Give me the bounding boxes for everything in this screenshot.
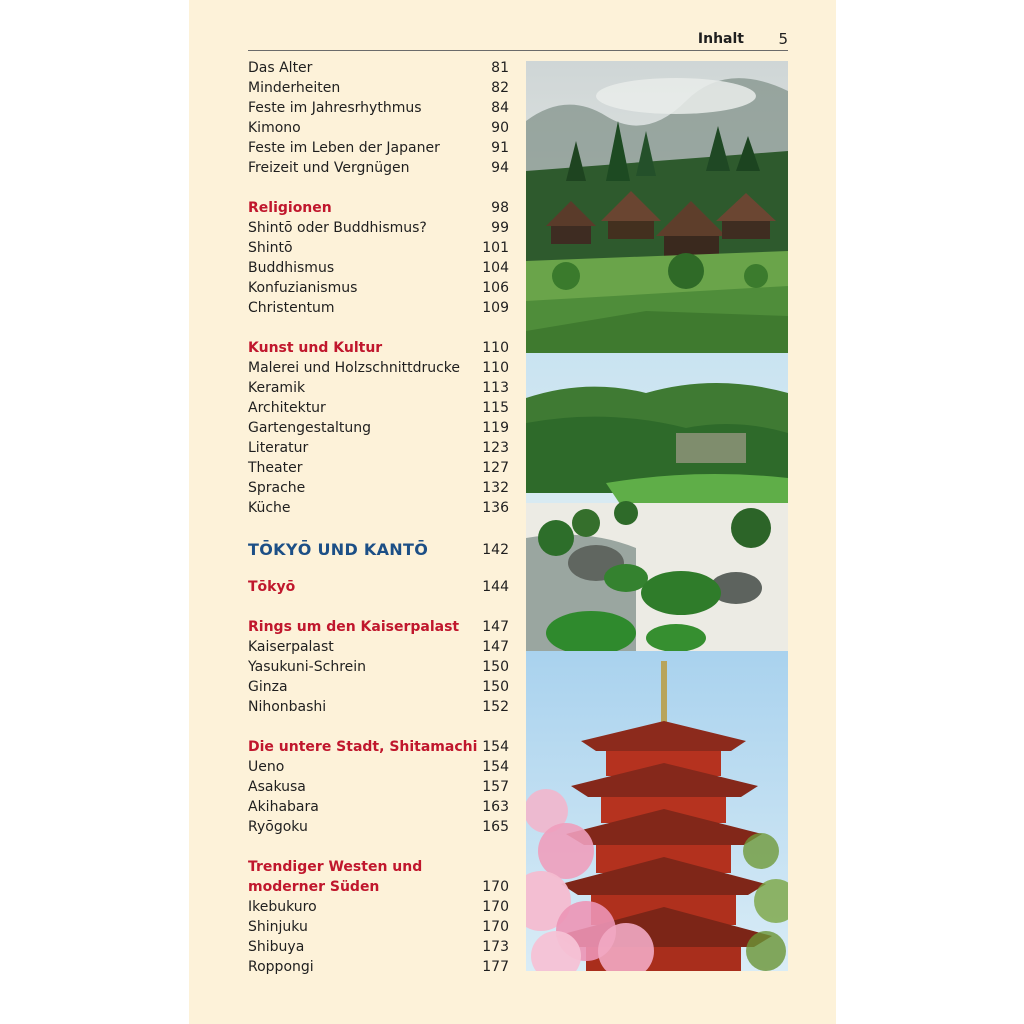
toc-entry <box>248 458 509 478</box>
toc-section-heading-continued <box>248 877 509 897</box>
toc-entry <box>248 258 509 278</box>
toc-page: 110 <box>482 360 509 376</box>
toc-entry <box>248 777 509 797</box>
toc-label: Shintō oder Buddhismus? <box>248 220 427 236</box>
toc-label: Gartengestaltung <box>248 420 372 436</box>
toc-page: 157 <box>482 779 509 795</box>
toc-entry <box>248 98 509 118</box>
toc-entry <box>248 897 509 917</box>
toc-label: Kunst und Kultur <box>248 340 383 356</box>
toc-page: 165 <box>482 819 509 835</box>
toc-page: 101 <box>482 240 509 256</box>
toc-section-heading <box>248 857 509 877</box>
toc-label: Trendiger Westen und <box>248 859 423 875</box>
toc-label: Das Alter <box>248 60 313 76</box>
toc-page: 173 <box>482 939 509 955</box>
toc-label: Rings um den Kaiserpalast <box>248 619 460 635</box>
toc-label: Ginza <box>248 679 288 695</box>
toc-part-heading <box>248 540 509 560</box>
toc-entry <box>248 158 509 178</box>
toc-page: 91 <box>491 140 509 156</box>
toc-entry <box>248 937 509 957</box>
toc-page: 110 <box>482 340 509 356</box>
toc-label: Konfuzianismus <box>248 280 358 296</box>
toc-entry <box>248 78 509 98</box>
toc-page: 152 <box>482 699 509 715</box>
toc-entry <box>248 478 509 498</box>
toc-label: Asakusa <box>248 779 306 795</box>
toc-section-heading <box>248 338 509 358</box>
toc-label: Ueno <box>248 759 285 775</box>
toc-entry <box>248 657 509 677</box>
toc-label: Die untere Stadt, Shitamachi <box>248 739 478 755</box>
toc-entry <box>248 917 509 937</box>
toc-section-heading <box>248 737 509 757</box>
toc-label: Keramik <box>248 380 306 396</box>
toc-entry <box>248 238 509 258</box>
toc-entry <box>248 298 509 318</box>
toc-entry <box>248 637 509 657</box>
toc-label: Christentum <box>248 300 335 316</box>
toc-page: 150 <box>482 679 509 695</box>
toc-page: 132 <box>482 480 509 496</box>
toc-label: Feste im Leben der Japaner <box>248 140 440 156</box>
toc-label: Literatur <box>248 440 309 456</box>
toc-page: 154 <box>482 739 509 755</box>
toc-entry <box>248 697 509 717</box>
toc-page: 136 <box>482 500 509 516</box>
toc-page: 104 <box>482 260 509 276</box>
page-header <box>248 30 788 51</box>
pagoda-photo <box>526 651 788 971</box>
toc-label: Roppongi <box>248 959 314 975</box>
garden-photo <box>526 353 788 651</box>
toc-label: Tōkyō <box>248 579 296 595</box>
toc-page: 177 <box>482 959 509 975</box>
toc-label: Yasukuni-Schrein <box>248 659 367 675</box>
toc-label: Minderheiten <box>248 80 341 96</box>
toc-label: Shinjuku <box>248 919 308 935</box>
toc-entry <box>248 118 509 138</box>
toc-label: Feste im Jahresrhythmus <box>248 100 422 116</box>
toc-label: Ikebukuro <box>248 899 317 915</box>
toc-entry <box>248 138 509 158</box>
toc-page: 170 <box>482 899 509 915</box>
toc-page: 144 <box>482 579 509 595</box>
toc-page: 109 <box>482 300 509 316</box>
toc-page: 170 <box>482 879 509 895</box>
toc-section-heading <box>248 198 509 218</box>
toc-section-heading <box>248 617 509 637</box>
toc-label: Küche <box>248 500 291 516</box>
toc-entry <box>248 757 509 777</box>
toc-page: 147 <box>482 619 509 635</box>
toc-label: Architektur <box>248 400 326 416</box>
toc-label: Shintō <box>248 240 293 256</box>
toc-label: Malerei und Holzschnittdrucke <box>248 360 461 376</box>
toc-entry <box>248 817 509 837</box>
toc-entry <box>248 797 509 817</box>
toc-label: Ryōgoku <box>248 819 308 835</box>
toc-page: 82 <box>491 80 509 96</box>
toc-entry <box>248 58 509 78</box>
toc-section-heading <box>248 577 509 597</box>
toc-page: 170 <box>482 919 509 935</box>
toc-page: 98 <box>491 200 509 216</box>
toc-page: 99 <box>491 220 509 236</box>
toc-label: moderner Süden <box>248 879 380 895</box>
toc-page: 150 <box>482 659 509 675</box>
toc-label: Shibuya <box>248 939 305 955</box>
toc-page: 142 <box>482 542 509 558</box>
toc-page: 94 <box>491 160 509 176</box>
village-photo <box>526 61 788 353</box>
toc-page: 163 <box>482 799 509 815</box>
toc-page: 127 <box>482 460 509 476</box>
toc-page: 154 <box>482 759 509 775</box>
toc-entry <box>248 278 509 298</box>
toc-entry <box>248 358 509 378</box>
toc-label: Akihabara <box>248 799 319 815</box>
toc-label: Sprache <box>248 480 306 496</box>
toc-entry <box>248 677 509 697</box>
toc-entry <box>248 218 509 238</box>
page-number: 5 <box>778 30 788 48</box>
toc-entry <box>248 398 509 418</box>
toc-label: Theater <box>248 460 303 476</box>
toc-page: 123 <box>482 440 509 456</box>
toc-label: Religionen <box>248 200 332 216</box>
toc-page: 115 <box>482 400 509 416</box>
toc-label: TŌKYŌ UND KANTŌ <box>248 540 429 559</box>
toc-page: 147 <box>482 639 509 655</box>
toc-page: 90 <box>491 120 509 136</box>
toc-label: Buddhismus <box>248 260 335 276</box>
toc-page: 84 <box>491 100 509 116</box>
toc-page: 81 <box>491 60 509 76</box>
toc-page: 106 <box>482 280 509 296</box>
toc-entry <box>248 418 509 438</box>
toc-label: Freizeit und Vergnügen <box>248 160 410 176</box>
toc-page: 113 <box>482 380 509 396</box>
toc-entry <box>248 957 509 977</box>
toc-page: 119 <box>482 420 509 436</box>
toc-label: Nihonbashi <box>248 699 327 715</box>
toc-entry <box>248 498 509 518</box>
header-title: Inhalt <box>697 31 744 47</box>
toc-entry <box>248 378 509 398</box>
toc-label: Kaiserpalast <box>248 639 334 655</box>
toc-label: Kimono <box>248 120 301 136</box>
toc-entry <box>248 438 509 458</box>
